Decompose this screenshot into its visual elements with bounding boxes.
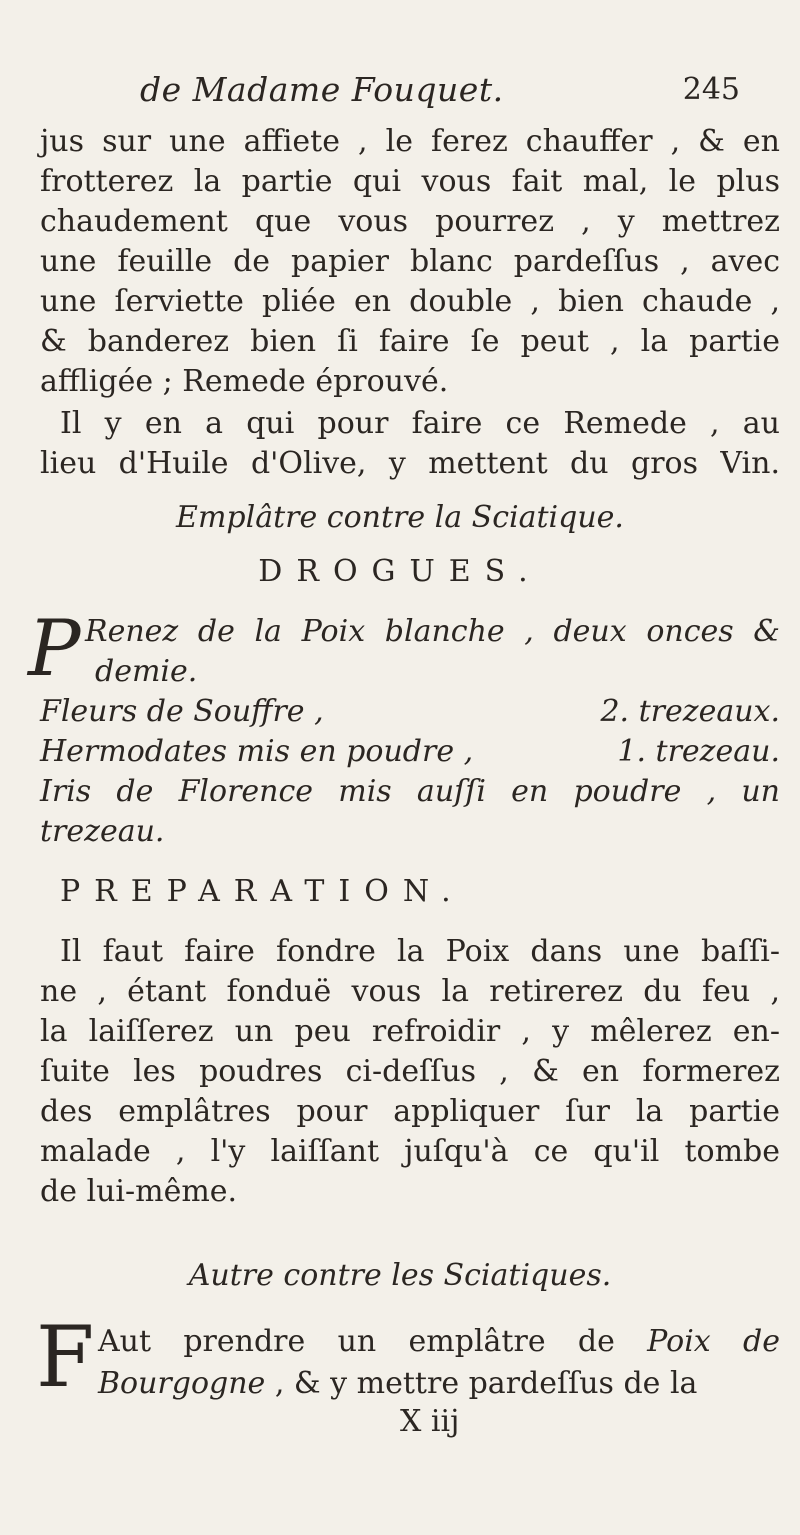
text-line: Il faut faire fondre la Poix dans une baſſi- xyxy=(60,934,780,969)
ingredient-line: Iris de Florence mis auſſi en poudre , un xyxy=(40,774,780,809)
ingredient-name: Hermodates mis en poudre , xyxy=(40,734,474,769)
recipe-line: Renez de la Poix blanche , deux onces & xyxy=(85,614,780,649)
recipe-line: demie. xyxy=(95,654,198,689)
text-segment: Aut prendre un emplâtre de xyxy=(98,1324,648,1359)
page-header xyxy=(140,70,740,116)
section-title-emplatre: Emplâtre contre la Sciatique. xyxy=(176,500,624,535)
text-line: de lui-même. xyxy=(40,1174,238,1209)
text-segment: , & y mettre pardeſſus de la xyxy=(265,1366,698,1401)
ingredient-quantity: 1. trezeau. xyxy=(617,734,780,769)
preparation-heading: PREPARATION. xyxy=(60,874,465,909)
text-line xyxy=(98,1364,780,1404)
signature-mark: X iij xyxy=(400,1404,460,1439)
text-segment: Poix de xyxy=(647,1324,780,1359)
text-line: Il y en a qui pour faire ce Remede , au xyxy=(60,406,780,441)
ingredient-line: trezeau. xyxy=(40,814,165,849)
ingredient-quantity: 2. trezeaux. xyxy=(600,694,780,729)
text-segment: Bourgogne xyxy=(98,1366,266,1401)
page-number: 245 xyxy=(682,72,740,107)
text-line: ſuite les poudres ci-deſſus , & en formerez xyxy=(40,1054,780,1089)
running-title: de Madame Fouquet. xyxy=(140,70,504,109)
text-line: & banderez bien ſi faire ſe peut , la partie xyxy=(40,324,780,359)
text-line xyxy=(98,1322,780,1362)
drogues-heading: DROGUES. xyxy=(258,554,542,589)
drop-cap-f: F xyxy=(36,1308,95,1406)
drop-cap-p: P xyxy=(28,604,81,694)
text-line: jus sur une affiete , le ferez chauffer , & en xyxy=(40,124,780,159)
text-line: lieu d'Huile d'Olive, y mettent du gros Vin. xyxy=(40,446,780,481)
text-line: la laiſſerez un peu refroidir , y mêlerez en- xyxy=(40,1014,780,1049)
text-line: ne , étant fonduë vous la retirerez du feu , xyxy=(40,974,780,1009)
text-line: affligée ; Remede éprouvé. xyxy=(40,364,449,399)
text-line: des emplâtres pour appliquer ſur la partie xyxy=(40,1094,780,1129)
text-line: malade , l'y laiſſant juſqu'à ce qu'il tombe xyxy=(40,1134,780,1169)
text-line: une feuille de papier blanc pardeſſus , avec xyxy=(40,244,780,279)
text-line: frotterez la partie qui vous fait mal, le plus xyxy=(40,164,780,199)
ingredient-name: Fleurs de Souffre , xyxy=(40,694,324,729)
text-line: chaudement que vous pourrez , y mettrez xyxy=(40,204,780,239)
text-line: une ſerviette pliée en double , bien chaude , xyxy=(40,284,780,319)
section-title-autre: Autre contre les Sciatiques. xyxy=(188,1258,612,1293)
